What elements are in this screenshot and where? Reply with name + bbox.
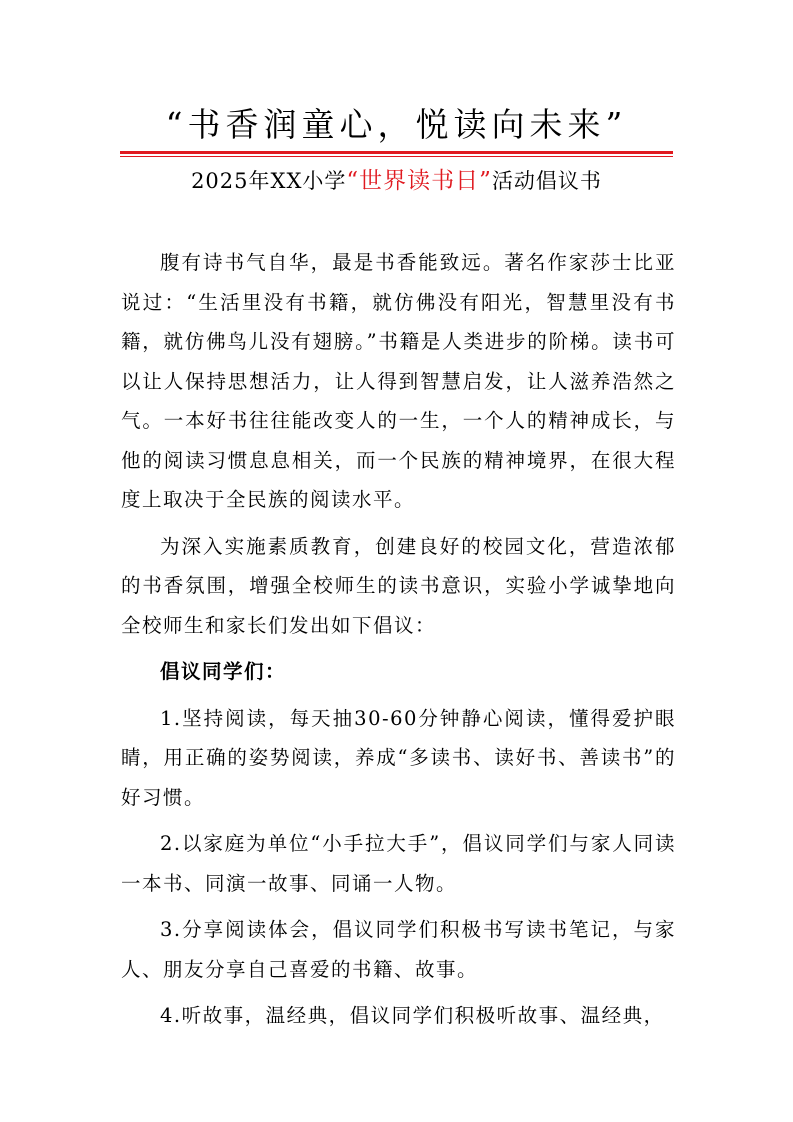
document-title: “书香润童心，悦读向未来” bbox=[165, 105, 628, 144]
paragraph-intro: 腹有诗书气自华，最是书香能致远。著名作家莎士比亚说过：“生活里没有书籍，就仿佛没有阳光，智慧里没有书籍，就仿佛鸟儿没有翅膀。”书籍是人类进步的阶梯。读书可以让人保持思想活力，让人得到智慧启发，让人滋养浩然之气。一本好书往往能改变人的一生，一个人的精神成长，与他的阅读习惯息息相关，而一个民族的精神境界，在很大程度上取决于全民族的阅读水平。 bbox=[121, 251, 676, 511]
document-body bbox=[121, 243, 676, 1043]
list-item-2: 2.以家庭为单位“小手拉大手”，倡议同学们与家人同读一本书、同演一故事、同诵一人物。 bbox=[121, 832, 676, 895]
subtitle-highlight: “世界读书日” bbox=[346, 168, 492, 194]
list-item-3: 3.分享阅读体会，倡议同学们积极书写读书笔记，与家人、朋友分享自己喜爱的书籍、故事。 bbox=[121, 918, 676, 981]
subtitle-prefix: 2025年XX小学 bbox=[191, 169, 347, 193]
title-rule-thin bbox=[120, 156, 673, 157]
document-subtitle bbox=[0, 163, 793, 199]
list-item-4: 4.听故事，温经典，倡议同学们积极听故事、温经典， bbox=[160, 1004, 665, 1027]
subtitle-suffix: 活动倡议书 bbox=[491, 169, 602, 193]
paragraph-purpose: 为深入实施素质教育，创建良好的校园文化，营造浓郁的书香氛围，增强全校师生的读书意识，实验小学诚挚地向全校师生和家长们发出如下倡议： bbox=[121, 534, 676, 637]
list-item-1: 1.坚持阅读，每天抽30-60分钟静心阅读，懂得爱护眼睛，用正确的姿势阅读，养成“多读书、读好书、善读书”的好习惯。 bbox=[121, 706, 676, 809]
title-rule-thick bbox=[120, 151, 673, 154]
section-heading-students: 倡议同学们： bbox=[160, 660, 287, 683]
